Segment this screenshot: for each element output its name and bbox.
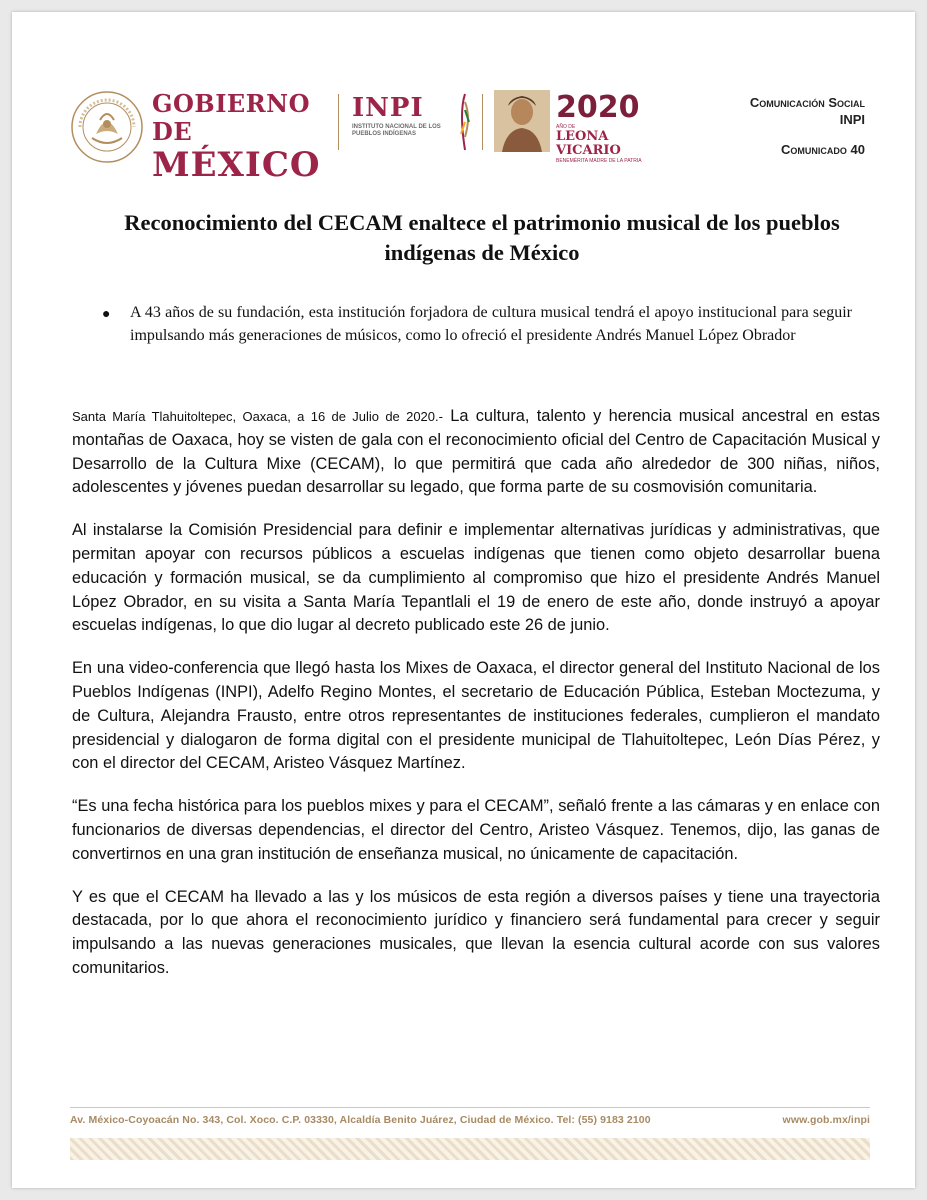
leona-motto: BENEMÉRITA MADRE DE LA PATRIA bbox=[556, 158, 642, 164]
issuer-block bbox=[750, 94, 865, 128]
issuer-institution: INPI bbox=[839, 112, 865, 127]
press-release-page bbox=[12, 12, 915, 1188]
issuer-department: Comunicación Social bbox=[749, 95, 865, 110]
gob-logo-line1: GOBIERNO DE bbox=[152, 89, 310, 146]
inpi-logo-subtitle: INSTITUTO NACIONAL DE LOS PUEBLOS INDÍGENAS bbox=[352, 124, 441, 137]
summary-bullets bbox=[100, 301, 852, 347]
decorative-pattern-band bbox=[70, 1138, 870, 1160]
bullet-icon: ● bbox=[102, 305, 111, 321]
bullet-text: A 43 años de su fundación, esta institución forjadora de cultura musical tendrá el apoyo institucional para seguir impulsando más generaciones de músicos, como lo ofreció el presidente Andrés Manuel López Obrador bbox=[130, 304, 852, 344]
footer-divider bbox=[70, 1107, 870, 1108]
gobierno-de-mexico-logo bbox=[152, 89, 321, 185]
paragraph-2: Al instalarse la Comisión Presidencial para definir e implementar alternativas jurídicas y administrativas, que permitan apoyar con recursos públicos a escuelas indígenas que tienen como objeto desarrollar buena educación y formación musical, se da cumplimiento al compromiso que hizo el presidente Andrés Manuel López Obrador, en su visita a Santa María Tepantlali el 19 de enero de este año, donde instruyó a apoyar escuelas indígenas, lo que dio lugar al decreto publicado este 26 de junio. bbox=[72, 521, 880, 635]
leona-prefix: AÑO DE bbox=[556, 124, 576, 130]
leona-vicario-2020-logo bbox=[556, 92, 676, 164]
paragraph-1-text: La cultura, talento y herencia musical ancestral en estas montañas de Oaxaca, hoy se visten de gala con el reconocimiento oficial del Centro de Capacitación Musical y Desarrollo de la Cultura Mixe (CECAM), lo que permitirá que cada año alrededor de 300 niñas, niños, adolescentes y jóvenes puedan desarrollar su legado, que forma parte de su cosmovisión comunitaria. bbox=[72, 407, 880, 497]
footer-website-link[interactable]: www.gob.mx/inpi bbox=[782, 1114, 870, 1126]
gob-logo-line2: MÉXICO bbox=[152, 145, 321, 185]
national-seal-logo bbox=[70, 90, 144, 164]
document-title: Reconocimiento del CECAM enaltece el patrimonio musical de los pueblos indígenas de México bbox=[124, 210, 840, 265]
leona-year: 2020 bbox=[556, 90, 640, 125]
leona-name: LEONA VICARIO bbox=[556, 129, 621, 158]
paragraph-1 bbox=[72, 405, 880, 500]
bullet-item bbox=[100, 301, 852, 347]
paragraph-4: “Es una fecha histórica para los pueblos mixes y para el CECAM”, señaló frente a las cámaras y en enlace con funcionarios de diversas dependencias, el director del Centro, Aristeo Vásquez. Tenemos, dijo, las ganas de convertirnos en una gran institución de enseñanza musical, no únicamente de capacitación. bbox=[72, 797, 880, 863]
paragraph-3: En una video-conferencia que llegó hasta los Mixes de Oaxaca, el director general del Instituto Nacional de los Pueblos Indígenas (INPI), Adelfo Regino Montes, el secretario de Educación Pública, Esteban Moctezuma, y de Cultura, Alejandra Frausto, entre otros representantes de instituciones federales, cumplieron el mandato presidencial y dialogaron de forma digital con el presidente municipal de Tlahuitoltepec, León Días Pérez, y con el director del CECAM, Aristeo Vásquez Martínez. bbox=[72, 659, 880, 773]
footer-address: Av. México-Coyoacán No. 343, Col. Xoco. C.P. 03330, Alcaldía Benito Juárez, Ciudad de México. Tel: (55) 9183 2100 bbox=[70, 1114, 651, 1126]
leona-vicario-portrait-icon bbox=[494, 90, 550, 152]
inpi-logo-name: INPI bbox=[352, 93, 424, 123]
article-body bbox=[72, 405, 880, 1000]
dateline: Santa María Tlahuitoltepec, Oaxaca, a 16 de Julio de 2020.- bbox=[72, 409, 443, 424]
bulletin-number: Comunicado 40 bbox=[781, 142, 865, 157]
header-divider bbox=[338, 94, 339, 150]
paragraph-5: Y es que el CECAM ha llevado a las y los músicos de esta región a diversos países y tiene una trayectoria destacada, por lo que ahora el reconocimiento jurídico y financiero será fundamental para crecer y seguir impulsando a las nuevas generaciones musicales, que llevan la esencia cultural acorde con sus valores comunitarios. bbox=[72, 887, 880, 977]
feather-icon bbox=[456, 92, 474, 152]
inpi-logo bbox=[352, 94, 462, 138]
footer bbox=[70, 1114, 870, 1128]
header-divider bbox=[482, 94, 483, 150]
